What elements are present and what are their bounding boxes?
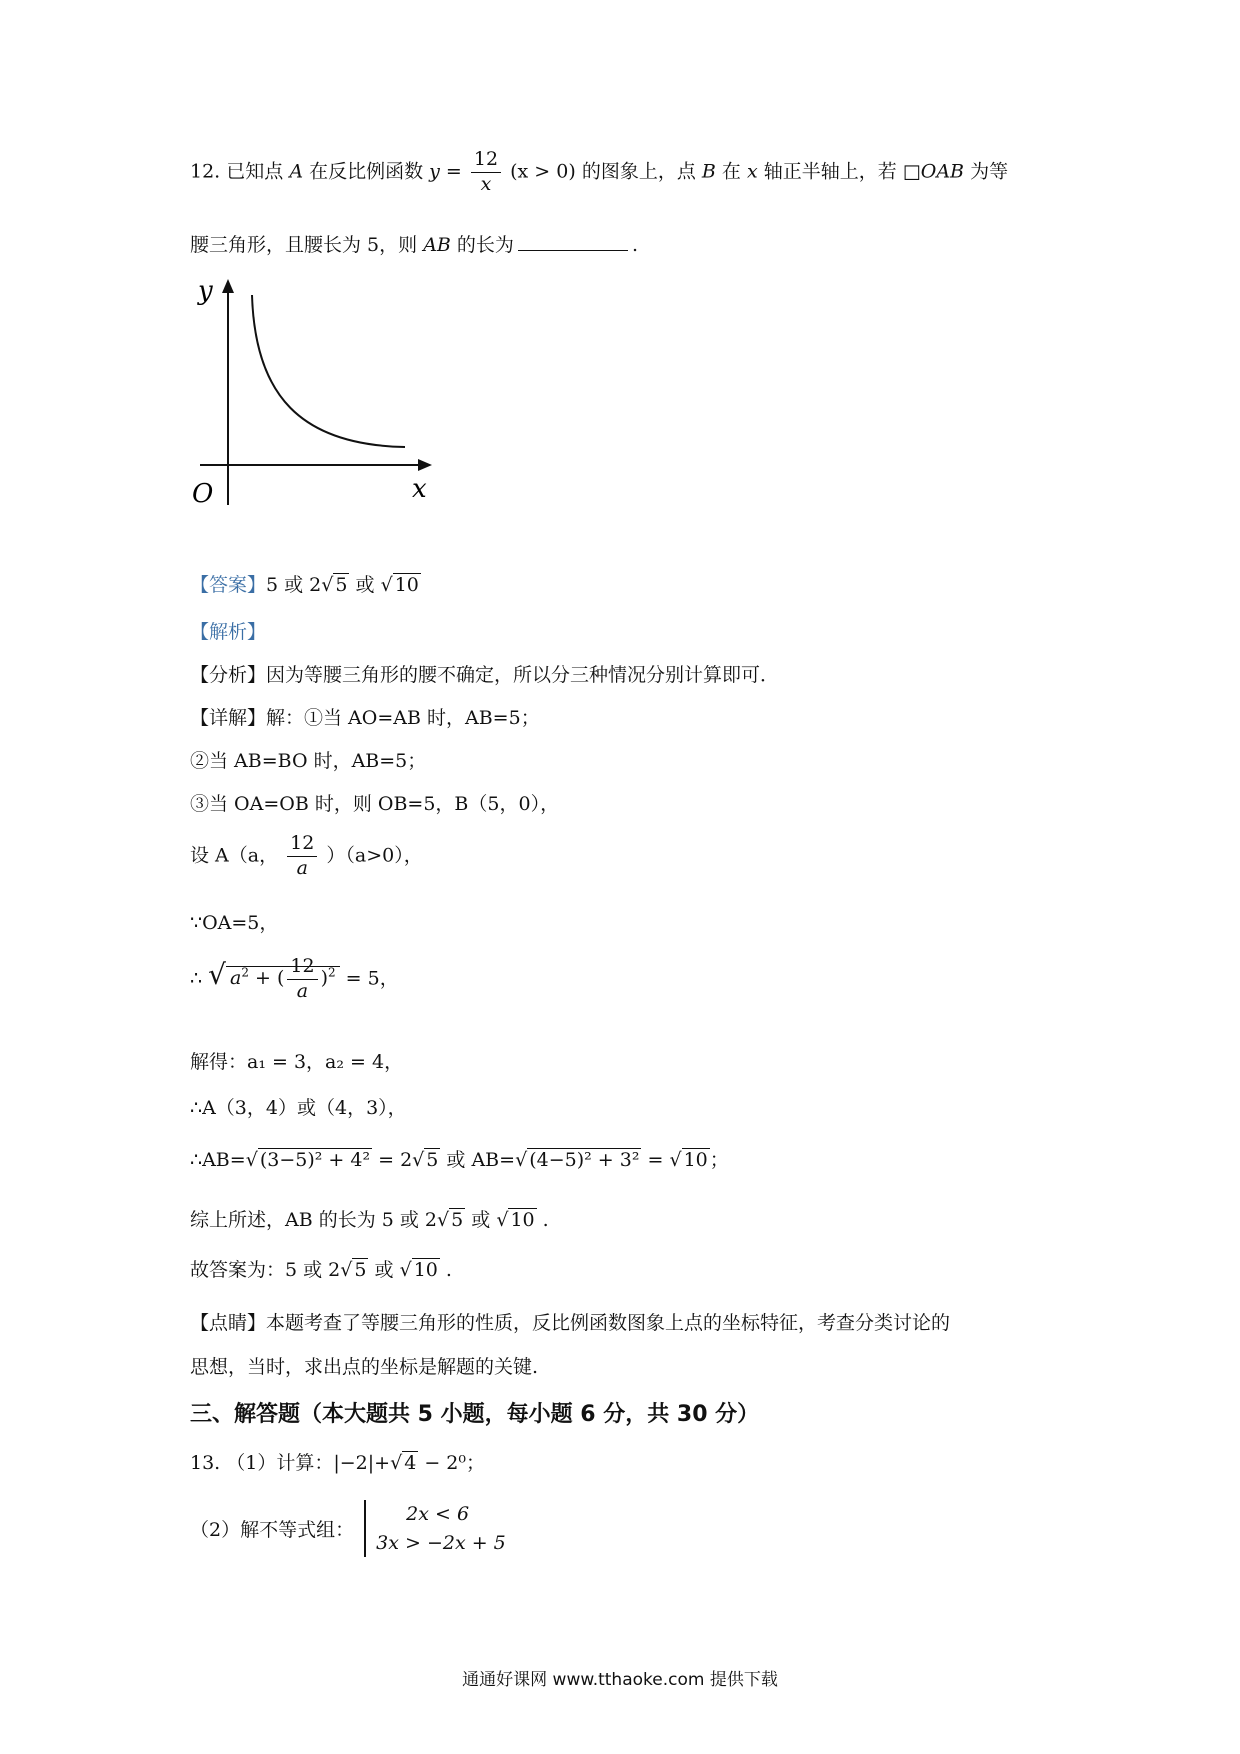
dianjing-line1: 【点睛】本题考查了等腰三角形的性质，反比例函数图象上点的坐标特征，考查分类讨论的 bbox=[190, 1312, 951, 1334]
xiangjie-line10: 综上所述，AB 的长为 5 或 2√ 5 或 √ 10 . bbox=[190, 1209, 549, 1231]
xiangjie-line3: ③当 OA=OB 时，则 OB=5，B（5，0）， bbox=[190, 793, 560, 815]
xiangjie-line9: ∴AB=√ (3−5)² + 4² = 2√ 5 或 AB=√ (4−5)² + 3² = √ 10 ； bbox=[190, 1149, 729, 1171]
q12-fraction: $\frac{12}{x}$ bbox=[471, 148, 501, 197]
hyperbola-graph bbox=[180, 275, 440, 515]
q13-line1: 13. （1）计算：|−2|+√ 4 − 2⁰； bbox=[190, 1452, 485, 1474]
q12-line1: 12. 已知点 A 在反比例函数 y = $\frac{12}{x}$ (x > 0) 的图象上，点 B 在 x 轴正半轴上，若 □OAB 为等 bbox=[190, 148, 1009, 195]
inequality-system: 2x < 6 3x > −2x + 5 bbox=[364, 1500, 506, 1557]
xiangjie-line8: ∴A（3，4）或（4，3）， bbox=[190, 1097, 407, 1119]
xiangjie-line11: 故答案为：5 或 2√ 5 或 √ 10 . bbox=[190, 1259, 452, 1281]
q12-line2: 腰三角形，且腰长为 5，则 AB 的长为 . bbox=[190, 234, 638, 256]
xiangjie-line2: ②当 AB=BO 时，AB=5； bbox=[190, 750, 427, 772]
x-axis-label: x bbox=[412, 474, 427, 504]
xiangjie-line1: 【详解】解：①当 AO=AB 时，AB=5； bbox=[190, 707, 540, 729]
y-axis-label: y bbox=[198, 276, 213, 306]
section-heading: 三、解答题（本大题共 5 小题，每小题 6 分，共 30 分） bbox=[190, 1402, 760, 1427]
xiangjie-line7: 解得：a₁ = 3，a₂ = 4， bbox=[190, 1051, 404, 1073]
xiangjie-line5: ∵OA=5， bbox=[190, 912, 279, 934]
xiangjie-line4: 设 A（a， $\frac{12}{a}$ ）（a>0）， bbox=[190, 832, 423, 879]
dianjing-line2: 思想，当时，求出点的坐标是解题的关键. bbox=[190, 1356, 539, 1378]
fenxi-line: 【分析】因为等腰三角形的腰不确定，所以分三种情况分别计算即可． bbox=[190, 664, 780, 686]
jiexi-tag: 【解析】 bbox=[190, 621, 267, 643]
answer-line: 【答案】5 或 2√ 5 或 √ 10 bbox=[190, 574, 419, 596]
footer: 通通好课网 www.tthaoke.com 提供下载 bbox=[462, 1670, 778, 1690]
xiangjie-line6: ∴ √ $a^2$ + ( $\frac{12}{a}$ )$^2$ = 5， bbox=[190, 955, 399, 1002]
q13-line2: （2）解不等式组： 2x < 6 3x > −2x + 5 bbox=[190, 1500, 506, 1557]
origin-label: O bbox=[192, 479, 214, 509]
answer-blank bbox=[518, 250, 628, 251]
